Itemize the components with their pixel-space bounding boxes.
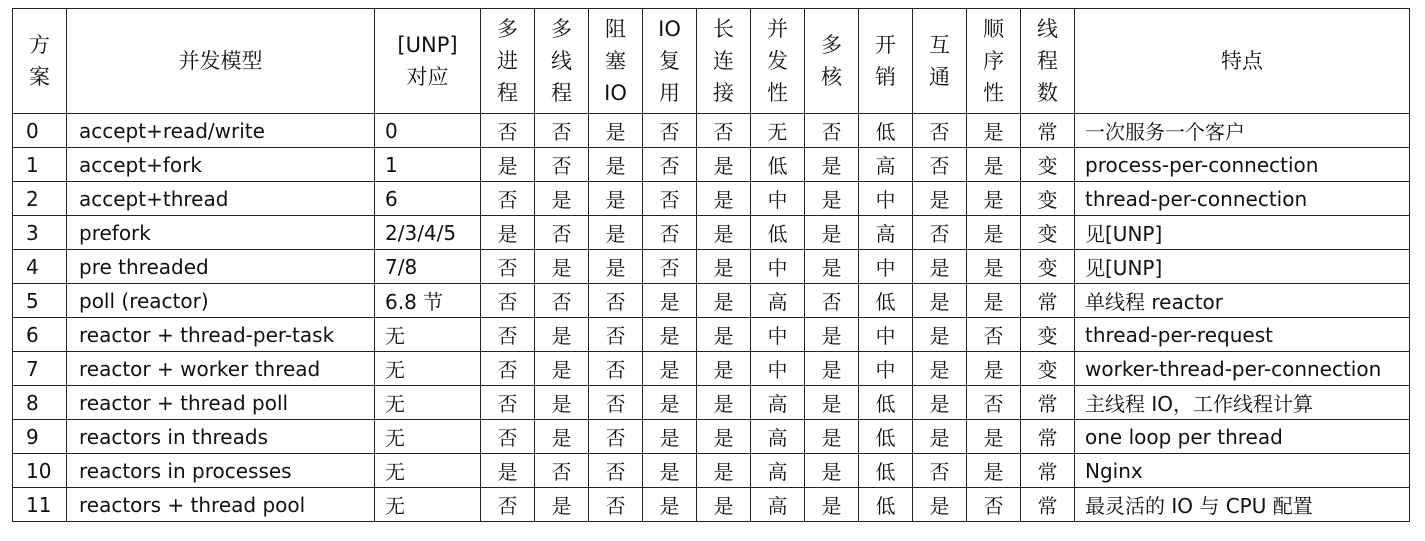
attribute-cell: 是 xyxy=(967,182,1021,216)
attribute-cell: 是 xyxy=(643,420,697,454)
table-row xyxy=(13,420,1410,454)
attribute-cell: 中 xyxy=(859,318,913,352)
attribute-cell: 否 xyxy=(481,114,535,148)
column-header-line: 通 xyxy=(929,65,950,89)
column-header-line: 销 xyxy=(875,65,896,89)
attribute-cell: 否 xyxy=(589,488,643,522)
column-header xyxy=(913,9,967,114)
attribute-cell: 否 xyxy=(697,114,751,148)
attribute-cell: 是 xyxy=(589,182,643,216)
column-header xyxy=(535,9,589,114)
scheme-id-cell: 3 xyxy=(13,216,67,250)
attribute-cell: 否 xyxy=(589,420,643,454)
feature-cell: Nginx xyxy=(1075,454,1410,488)
feature-cell: 最灵活的 IO 与 CPU 配置 xyxy=(1075,488,1410,522)
attribute-cell: 是 xyxy=(805,420,859,454)
attribute-cell: 否 xyxy=(913,454,967,488)
attribute-cell: 是 xyxy=(805,488,859,522)
attribute-cell: 变 xyxy=(1021,216,1075,250)
unp-ref-cell: 无 xyxy=(375,352,481,386)
column-header-line: 多 xyxy=(551,17,572,41)
column-header xyxy=(967,9,1021,114)
scheme-id-cell: 6 xyxy=(13,318,67,352)
attribute-cell: 是 xyxy=(535,488,589,522)
column-header-line: IO xyxy=(604,81,627,105)
attribute-cell: 否 xyxy=(643,216,697,250)
attribute-cell: 是 xyxy=(805,386,859,420)
column-header xyxy=(643,9,697,114)
column-header xyxy=(1021,9,1075,114)
model-cell: pre threaded xyxy=(67,250,375,284)
attribute-cell: 常 xyxy=(1021,386,1075,420)
attribute-cell: 否 xyxy=(535,114,589,148)
attribute-cell: 是 xyxy=(805,216,859,250)
attribute-cell: 是 xyxy=(697,284,751,318)
attribute-cell: 是 xyxy=(805,182,859,216)
column-header-text xyxy=(1221,45,1263,77)
attribute-cell: 中 xyxy=(859,250,913,284)
attribute-cell: 是 xyxy=(697,352,751,386)
attribute-cell: 否 xyxy=(481,318,535,352)
attribute-cell: 高 xyxy=(751,420,805,454)
column-header-text xyxy=(604,13,627,109)
column-header-line: 线 xyxy=(551,49,572,73)
scheme-id-cell: 1 xyxy=(13,148,67,182)
feature-cell: 一次服务一个客户 xyxy=(1075,114,1410,148)
attribute-cell: 否 xyxy=(643,148,697,182)
attribute-cell: 是 xyxy=(535,182,589,216)
unp-ref-cell: 无 xyxy=(375,318,481,352)
feature-cell: 见[UNP] xyxy=(1075,216,1410,250)
column-header-text xyxy=(929,29,950,93)
unp-ref-cell: 无 xyxy=(375,420,481,454)
attribute-cell: 否 xyxy=(535,216,589,250)
model-cell: reactor + worker thread xyxy=(67,352,375,386)
attribute-cell: 是 xyxy=(913,386,967,420)
attribute-cell: 是 xyxy=(967,420,1021,454)
table-row xyxy=(13,386,1410,420)
attribute-cell: 是 xyxy=(535,250,589,284)
attribute-cell: 高 xyxy=(859,216,913,250)
attribute-cell: 否 xyxy=(589,352,643,386)
attribute-cell: 否 xyxy=(481,284,535,318)
attribute-cell: 是 xyxy=(697,386,751,420)
attribute-cell: 是 xyxy=(697,420,751,454)
attribute-cell: 常 xyxy=(1021,488,1075,522)
table-row xyxy=(13,148,1410,182)
model-cell: reactors + thread pool xyxy=(67,488,375,522)
concurrency-model-table xyxy=(12,8,1410,522)
attribute-cell: 是 xyxy=(805,352,859,386)
attribute-cell: 中 xyxy=(751,318,805,352)
table-row xyxy=(13,216,1410,250)
attribute-cell: 否 xyxy=(913,148,967,182)
column-header xyxy=(67,9,375,114)
unp-ref-cell: 0 xyxy=(375,114,481,148)
model-cell: accept+thread xyxy=(67,182,375,216)
header-row xyxy=(13,9,1410,114)
attribute-cell: 否 xyxy=(481,386,535,420)
column-header xyxy=(751,9,805,114)
unp-ref-cell: 7/8 xyxy=(375,250,481,284)
attribute-cell: 中 xyxy=(859,182,913,216)
attribute-cell: 是 xyxy=(913,250,967,284)
column-header-line: 长 xyxy=(713,17,734,41)
attribute-cell: 低 xyxy=(751,216,805,250)
column-header xyxy=(481,9,535,114)
column-header-text xyxy=(875,29,896,93)
column-header-line: 性 xyxy=(983,81,1004,105)
column-header xyxy=(589,9,643,114)
attribute-cell: 常 xyxy=(1021,284,1075,318)
attribute-cell: 是 xyxy=(481,454,535,488)
column-header-text xyxy=(983,13,1004,109)
attribute-cell: 高 xyxy=(751,386,805,420)
unp-ref-cell: 6 xyxy=(375,182,481,216)
attribute-cell: 是 xyxy=(967,148,1021,182)
attribute-cell: 是 xyxy=(589,216,643,250)
attribute-cell: 是 xyxy=(805,148,859,182)
attribute-cell: 否 xyxy=(643,250,697,284)
attribute-cell: 高 xyxy=(859,148,913,182)
model-cell: reactor + thread poll xyxy=(67,386,375,420)
attribute-cell: 否 xyxy=(589,284,643,318)
attribute-cell: 中 xyxy=(751,352,805,386)
model-cell: reactors in processes xyxy=(67,454,375,488)
attribute-cell: 否 xyxy=(589,454,643,488)
attribute-cell: 是 xyxy=(967,454,1021,488)
column-header-line: 互 xyxy=(929,33,950,57)
attribute-cell: 是 xyxy=(697,216,751,250)
attribute-cell: 是 xyxy=(589,250,643,284)
attribute-cell: 否 xyxy=(535,148,589,182)
attribute-cell: 是 xyxy=(643,318,697,352)
attribute-cell: 否 xyxy=(589,386,643,420)
column-header-line: 多 xyxy=(821,33,842,57)
unp-ref-cell: 2/3/4/5 xyxy=(375,216,481,250)
attribute-cell: 变 xyxy=(1021,250,1075,284)
column-header-line: IO xyxy=(658,17,681,41)
attribute-cell: 是 xyxy=(481,216,535,250)
column-header-line: 发 xyxy=(767,49,788,73)
attribute-cell: 是 xyxy=(913,420,967,454)
attribute-cell: 是 xyxy=(643,454,697,488)
scheme-id-cell: 11 xyxy=(13,488,67,522)
column-header-text xyxy=(1037,13,1058,109)
attribute-cell: 否 xyxy=(967,318,1021,352)
model-cell: reactor + thread-per-task xyxy=(67,318,375,352)
scheme-id-cell: 2 xyxy=(13,182,67,216)
attribute-cell: 否 xyxy=(643,182,697,216)
column-header-line: 性 xyxy=(767,81,788,105)
attribute-cell: 无 xyxy=(751,114,805,148)
attribute-cell: 是 xyxy=(643,352,697,386)
table-body xyxy=(13,114,1410,522)
table-header xyxy=(13,9,1410,114)
column-header-line: 用 xyxy=(658,81,680,105)
column-header xyxy=(805,9,859,114)
column-header-line: 开 xyxy=(875,33,896,57)
attribute-cell: 变 xyxy=(1021,148,1075,182)
column-header-line: 对应 xyxy=(406,65,449,89)
unp-ref-cell: 无 xyxy=(375,454,481,488)
attribute-cell: 否 xyxy=(805,114,859,148)
attribute-cell: 中 xyxy=(859,352,913,386)
attribute-cell: 高 xyxy=(751,488,805,522)
column-header-line: 并发模型 xyxy=(178,49,263,73)
attribute-cell: 是 xyxy=(535,386,589,420)
model-cell: poll (reactor) xyxy=(67,284,375,318)
column-header-line: 复 xyxy=(658,49,680,73)
model-cell: accept+read/write xyxy=(67,114,375,148)
attribute-cell: 否 xyxy=(481,352,535,386)
attribute-cell: 中 xyxy=(751,182,805,216)
column-header-line: 程 xyxy=(1037,49,1058,73)
attribute-cell: 是 xyxy=(697,182,751,216)
column-header-text xyxy=(497,13,518,109)
unp-ref-cell: 无 xyxy=(375,488,481,522)
scheme-id-cell: 4 xyxy=(13,250,67,284)
attribute-cell: 低 xyxy=(859,454,913,488)
attribute-cell: 否 xyxy=(481,420,535,454)
attribute-cell: 是 xyxy=(697,148,751,182)
table-row xyxy=(13,284,1410,318)
attribute-cell: 否 xyxy=(481,250,535,284)
column-header-text xyxy=(551,13,572,109)
table-row xyxy=(13,352,1410,386)
model-cell: reactors in threads xyxy=(67,420,375,454)
scheme-id-cell: 9 xyxy=(13,420,67,454)
attribute-cell: 低 xyxy=(859,488,913,522)
scheme-id-cell: 7 xyxy=(13,352,67,386)
attribute-cell: 是 xyxy=(697,250,751,284)
column-header-line: 进 xyxy=(497,49,518,73)
attribute-cell: 是 xyxy=(589,148,643,182)
concurrency-model-table-container xyxy=(12,8,1410,522)
attribute-cell: 是 xyxy=(967,352,1021,386)
column-header-text xyxy=(29,29,50,93)
attribute-cell: 低 xyxy=(751,148,805,182)
unp-ref-cell: 无 xyxy=(375,386,481,420)
column-header-line: 程 xyxy=(551,81,572,105)
feature-cell: 主线程 IO，工作线程计算 xyxy=(1075,386,1410,420)
column-header-line: 线 xyxy=(1037,17,1058,41)
attribute-cell: 是 xyxy=(643,284,697,318)
column-header-line: 并 xyxy=(767,17,788,41)
table-row xyxy=(13,488,1410,522)
feature-cell: worker-thread-per-connection xyxy=(1075,352,1410,386)
table-row xyxy=(13,182,1410,216)
attribute-cell: 是 xyxy=(967,114,1021,148)
column-header-line: 数 xyxy=(1037,81,1058,105)
column-header-text xyxy=(821,29,842,93)
attribute-cell: 高 xyxy=(751,454,805,488)
attribute-cell: 常 xyxy=(1021,114,1075,148)
column-header-text xyxy=(397,29,457,93)
attribute-cell: 是 xyxy=(535,318,589,352)
feature-cell: process-per-connection xyxy=(1075,148,1410,182)
feature-cell: 单线程 reactor xyxy=(1075,284,1410,318)
attribute-cell: 否 xyxy=(643,114,697,148)
table-row xyxy=(13,318,1410,352)
column-header-line: 接 xyxy=(713,81,734,105)
attribute-cell: 是 xyxy=(913,284,967,318)
attribute-cell: 是 xyxy=(697,454,751,488)
attribute-cell: 是 xyxy=(913,318,967,352)
attribute-cell: 变 xyxy=(1021,318,1075,352)
column-header xyxy=(859,9,913,114)
column-header-line: 连 xyxy=(713,49,734,73)
feature-cell: one loop per thread xyxy=(1075,420,1410,454)
scheme-id-cell: 8 xyxy=(13,386,67,420)
column-header-line: 案 xyxy=(29,65,50,89)
feature-cell: 见[UNP] xyxy=(1075,250,1410,284)
column-header xyxy=(1075,9,1410,114)
table-row xyxy=(13,114,1410,148)
column-header-line: 多 xyxy=(497,17,518,41)
attribute-cell: 是 xyxy=(913,352,967,386)
attribute-cell: 低 xyxy=(859,114,913,148)
attribute-cell: 是 xyxy=(967,216,1021,250)
attribute-cell: 否 xyxy=(967,488,1021,522)
attribute-cell: 否 xyxy=(481,182,535,216)
column-header xyxy=(697,9,751,114)
column-header-text xyxy=(713,13,734,109)
column-header-line: 序 xyxy=(983,49,1004,73)
column-header-line: 塞 xyxy=(604,49,626,73)
scheme-id-cell: 0 xyxy=(13,114,67,148)
attribute-cell: 是 xyxy=(535,352,589,386)
column-header-text xyxy=(658,13,681,109)
attribute-cell: 是 xyxy=(643,386,697,420)
attribute-cell: 常 xyxy=(1021,420,1075,454)
column-header-line: 阻 xyxy=(604,17,626,41)
attribute-cell: 变 xyxy=(1021,182,1075,216)
attribute-cell: 低 xyxy=(859,284,913,318)
table-row xyxy=(13,454,1410,488)
column-header-line: [UNP] xyxy=(397,33,458,57)
unp-ref-cell: 1 xyxy=(375,148,481,182)
scheme-id-cell: 5 xyxy=(13,284,67,318)
feature-cell: thread-per-connection xyxy=(1075,182,1410,216)
column-header-text xyxy=(767,13,788,109)
attribute-cell: 是 xyxy=(913,488,967,522)
attribute-cell: 否 xyxy=(913,114,967,148)
column-header-text xyxy=(179,45,263,77)
attribute-cell: 是 xyxy=(589,114,643,148)
attribute-cell: 否 xyxy=(967,386,1021,420)
attribute-cell: 是 xyxy=(481,148,535,182)
attribute-cell: 是 xyxy=(967,250,1021,284)
attribute-cell: 中 xyxy=(751,250,805,284)
attribute-cell: 是 xyxy=(535,420,589,454)
column-header xyxy=(13,9,67,114)
column-header-line: 程 xyxy=(497,81,518,105)
column-header-line: 核 xyxy=(821,65,842,89)
attribute-cell: 是 xyxy=(643,488,697,522)
attribute-cell: 是 xyxy=(913,182,967,216)
attribute-cell: 否 xyxy=(535,284,589,318)
column-header-line: 方 xyxy=(29,33,50,57)
attribute-cell: 否 xyxy=(535,454,589,488)
unp-ref-cell: 6.8 节 xyxy=(375,284,481,318)
attribute-cell: 是 xyxy=(805,318,859,352)
model-cell: accept+fork xyxy=(67,148,375,182)
attribute-cell: 是 xyxy=(697,318,751,352)
column-header-line: 顺 xyxy=(983,17,1004,41)
feature-cell: thread-per-request xyxy=(1075,318,1410,352)
table-row xyxy=(13,250,1410,284)
attribute-cell: 常 xyxy=(1021,454,1075,488)
attribute-cell: 高 xyxy=(751,284,805,318)
attribute-cell: 低 xyxy=(859,420,913,454)
attribute-cell: 否 xyxy=(805,284,859,318)
attribute-cell: 否 xyxy=(481,488,535,522)
model-cell: prefork xyxy=(67,216,375,250)
attribute-cell: 低 xyxy=(859,386,913,420)
attribute-cell: 否 xyxy=(589,318,643,352)
scheme-id-cell: 10 xyxy=(13,454,67,488)
attribute-cell: 是 xyxy=(697,488,751,522)
attribute-cell: 变 xyxy=(1021,352,1075,386)
attribute-cell: 否 xyxy=(913,216,967,250)
attribute-cell: 是 xyxy=(805,454,859,488)
attribute-cell: 是 xyxy=(967,284,1021,318)
column-header-line: 特点 xyxy=(1221,49,1263,73)
attribute-cell: 是 xyxy=(805,250,859,284)
column-header xyxy=(375,9,481,114)
